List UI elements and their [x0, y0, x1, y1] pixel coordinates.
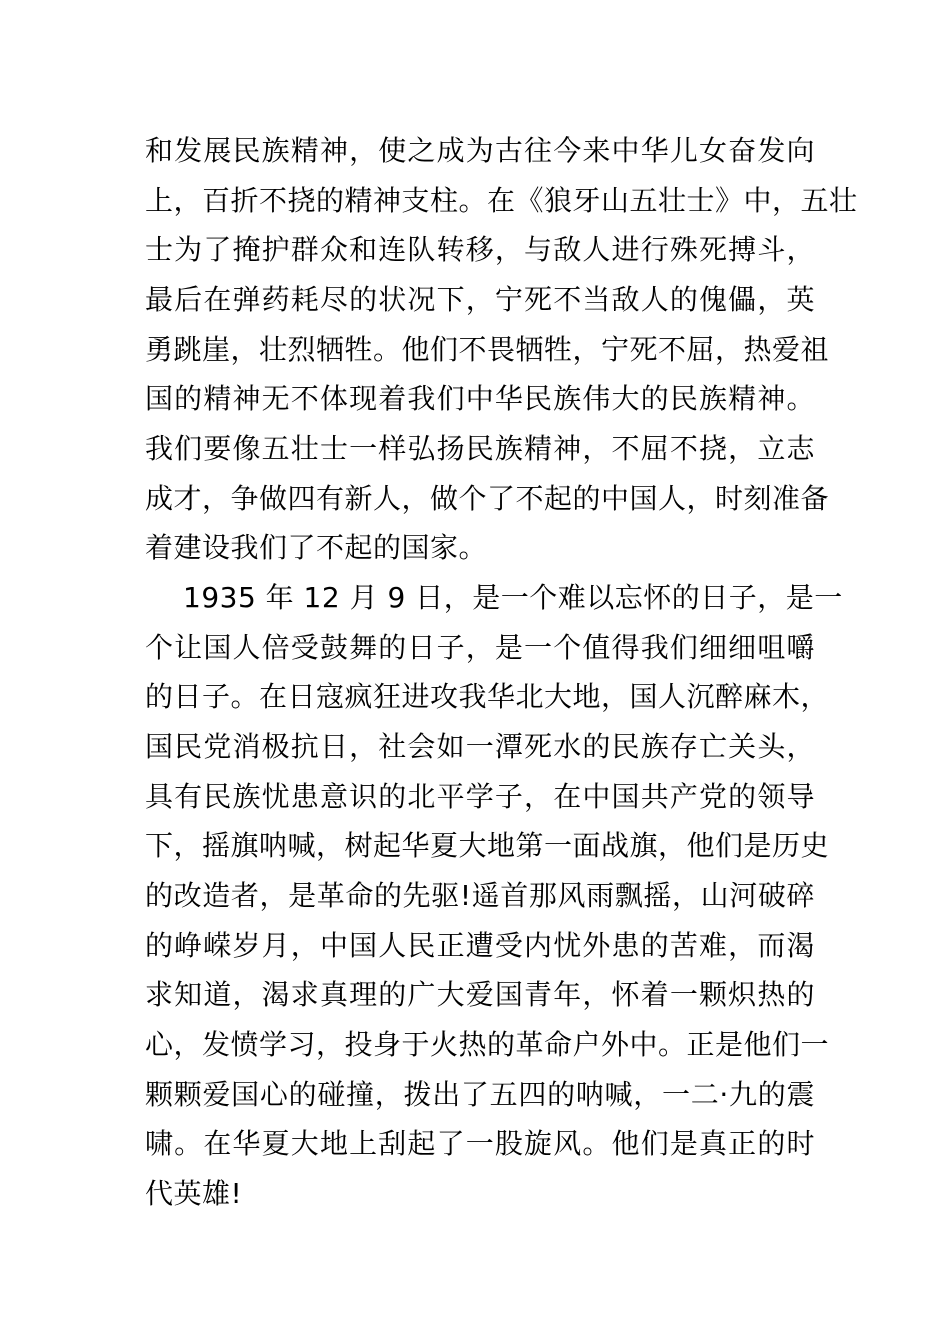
text-line: 代英雄!: [145, 1177, 243, 1210]
text-line: 下，摇旗呐喊，树起华夏大地第一面战旗，他们是历史: [145, 829, 830, 862]
text-line: 国民党消极抗日，社会如一潭死水的民族存亡关头，: [145, 730, 815, 763]
text-line: 心，发愤学习，投身于火热的革命户外中。正是他们一: [145, 1028, 830, 1061]
text-line: 具有民族忧患意识的北平学子，在中国共产党的领导: [145, 780, 815, 813]
text-line: 个让国人倍受鼓舞的日子，是一个值得我们细细咀嚼: [145, 631, 815, 664]
text-line: 我们要像五壮士一样弘扬民族精神，不屈不挠，立志: [145, 432, 815, 465]
text-line: 着建设我们了不起的国家。: [145, 531, 488, 564]
text-line: 和发展民族精神，使之成为古往今来中华儿女奋发向: [145, 134, 815, 167]
text-line: 国的精神无不体现着我们中华民族伟大的民族精神。: [145, 382, 815, 415]
text-line: 的峥嵘岁月，中国人民正遭受内忧外患的苦难，而渴: [145, 929, 815, 962]
text-line: 上，百折不挠的精神支柱。在《狼牙山五壮士》中，五壮: [145, 184, 858, 217]
text-line: 求知道，渴求真理的广大爱国青年，怀着一颗炽热的: [145, 978, 815, 1011]
text-line: 最后在弹药耗尽的状况下，宁死不当敌人的傀儡，英: [145, 283, 815, 316]
text-line: 啸。在华夏大地上刮起了一股旋风。他们是真正的时: [145, 1127, 815, 1160]
text-line: 的日子。在日寇疯狂进攻我华北大地，国人沉醉麻木，: [145, 680, 830, 713]
text-line: 颗颗爱国心的碰撞，拨出了五四的呐喊，一二·九的震: [145, 1078, 815, 1111]
text-line: 成才，争做四有新人，做个了不起的中国人，时刻准备: [145, 482, 830, 515]
text-line: 士为了掩护群众和连队转移，与敌人进行殊死搏斗，: [145, 233, 815, 266]
text-line: 勇跳崖，壮烈牺牲。他们不畏牺牲，宁死不屈，热爱祖: [145, 333, 830, 366]
text-line: 1935 年 12 月 9 日，是一个难以忘怀的日子，是一: [183, 581, 843, 614]
text-line: 的改造者，是革命的先驱!遥首那风雨飘摇，山河破碎: [145, 879, 815, 912]
